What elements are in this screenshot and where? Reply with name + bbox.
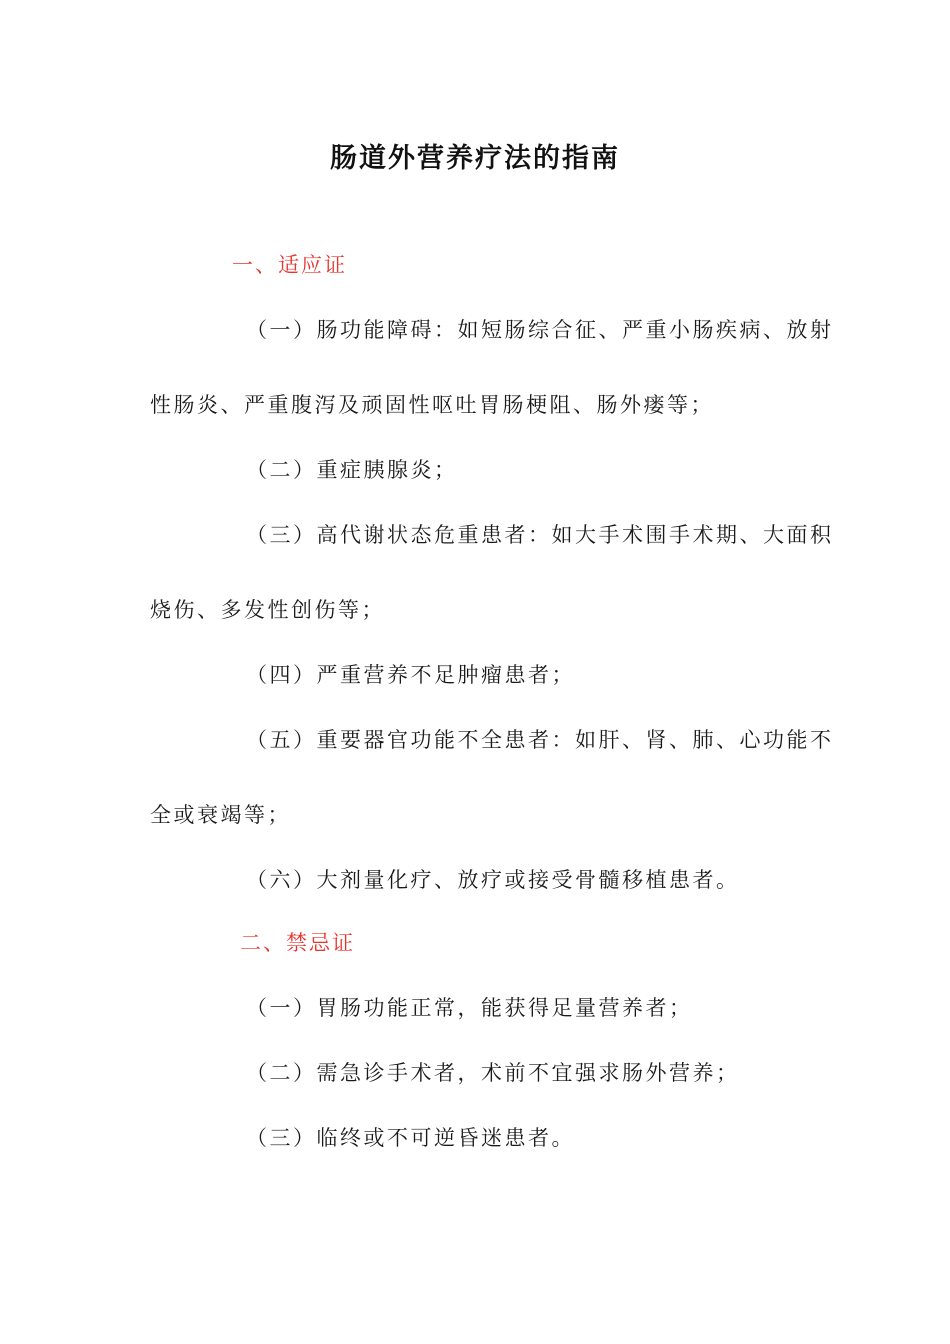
indication-item-5-line2: 全或衰竭等；: [150, 803, 291, 827]
indication-item-2: （二）重症胰腺炎；: [246, 458, 458, 482]
section-heading-contraindications: 二、禁忌证: [240, 931, 355, 955]
indication-item-3-line2: 烧伤、多发性创伤等；: [150, 598, 385, 622]
indication-item-1-line1: （一）肠功能障碍：如短肠综合征、严重小肠疾病、放射: [246, 318, 834, 342]
page-title: 肠道外营养疗法的指南: [330, 143, 620, 174]
indication-item-3-line1: （三）高代谢状态危重患者：如大手术围手术期、大面积: [246, 523, 834, 547]
indication-item-1-line2: 性肠炎、严重腹泻及顽固性呕吐胃肠梗阻、肠外瘘等；: [150, 393, 714, 417]
contraindication-item-1: （一）胃肠功能正常，能获得足量营养者；: [246, 996, 693, 1020]
contraindication-item-2: （二）需急诊手术者，术前不宜强求肠外营养；: [246, 1061, 740, 1085]
indication-item-4: （四）严重营养不足肿瘤患者；: [246, 663, 575, 687]
indication-item-6: （六）大剂量化疗、放疗或接受骨髓移植患者。: [246, 868, 740, 892]
section-heading-indications: 一、适应证: [232, 253, 347, 277]
contraindication-item-3: （三）临终或不可逆昏迷患者。: [246, 1126, 575, 1150]
indication-item-5-line1: （五）重要器官功能不全患者：如肝、肾、肺、心功能不: [246, 728, 834, 752]
